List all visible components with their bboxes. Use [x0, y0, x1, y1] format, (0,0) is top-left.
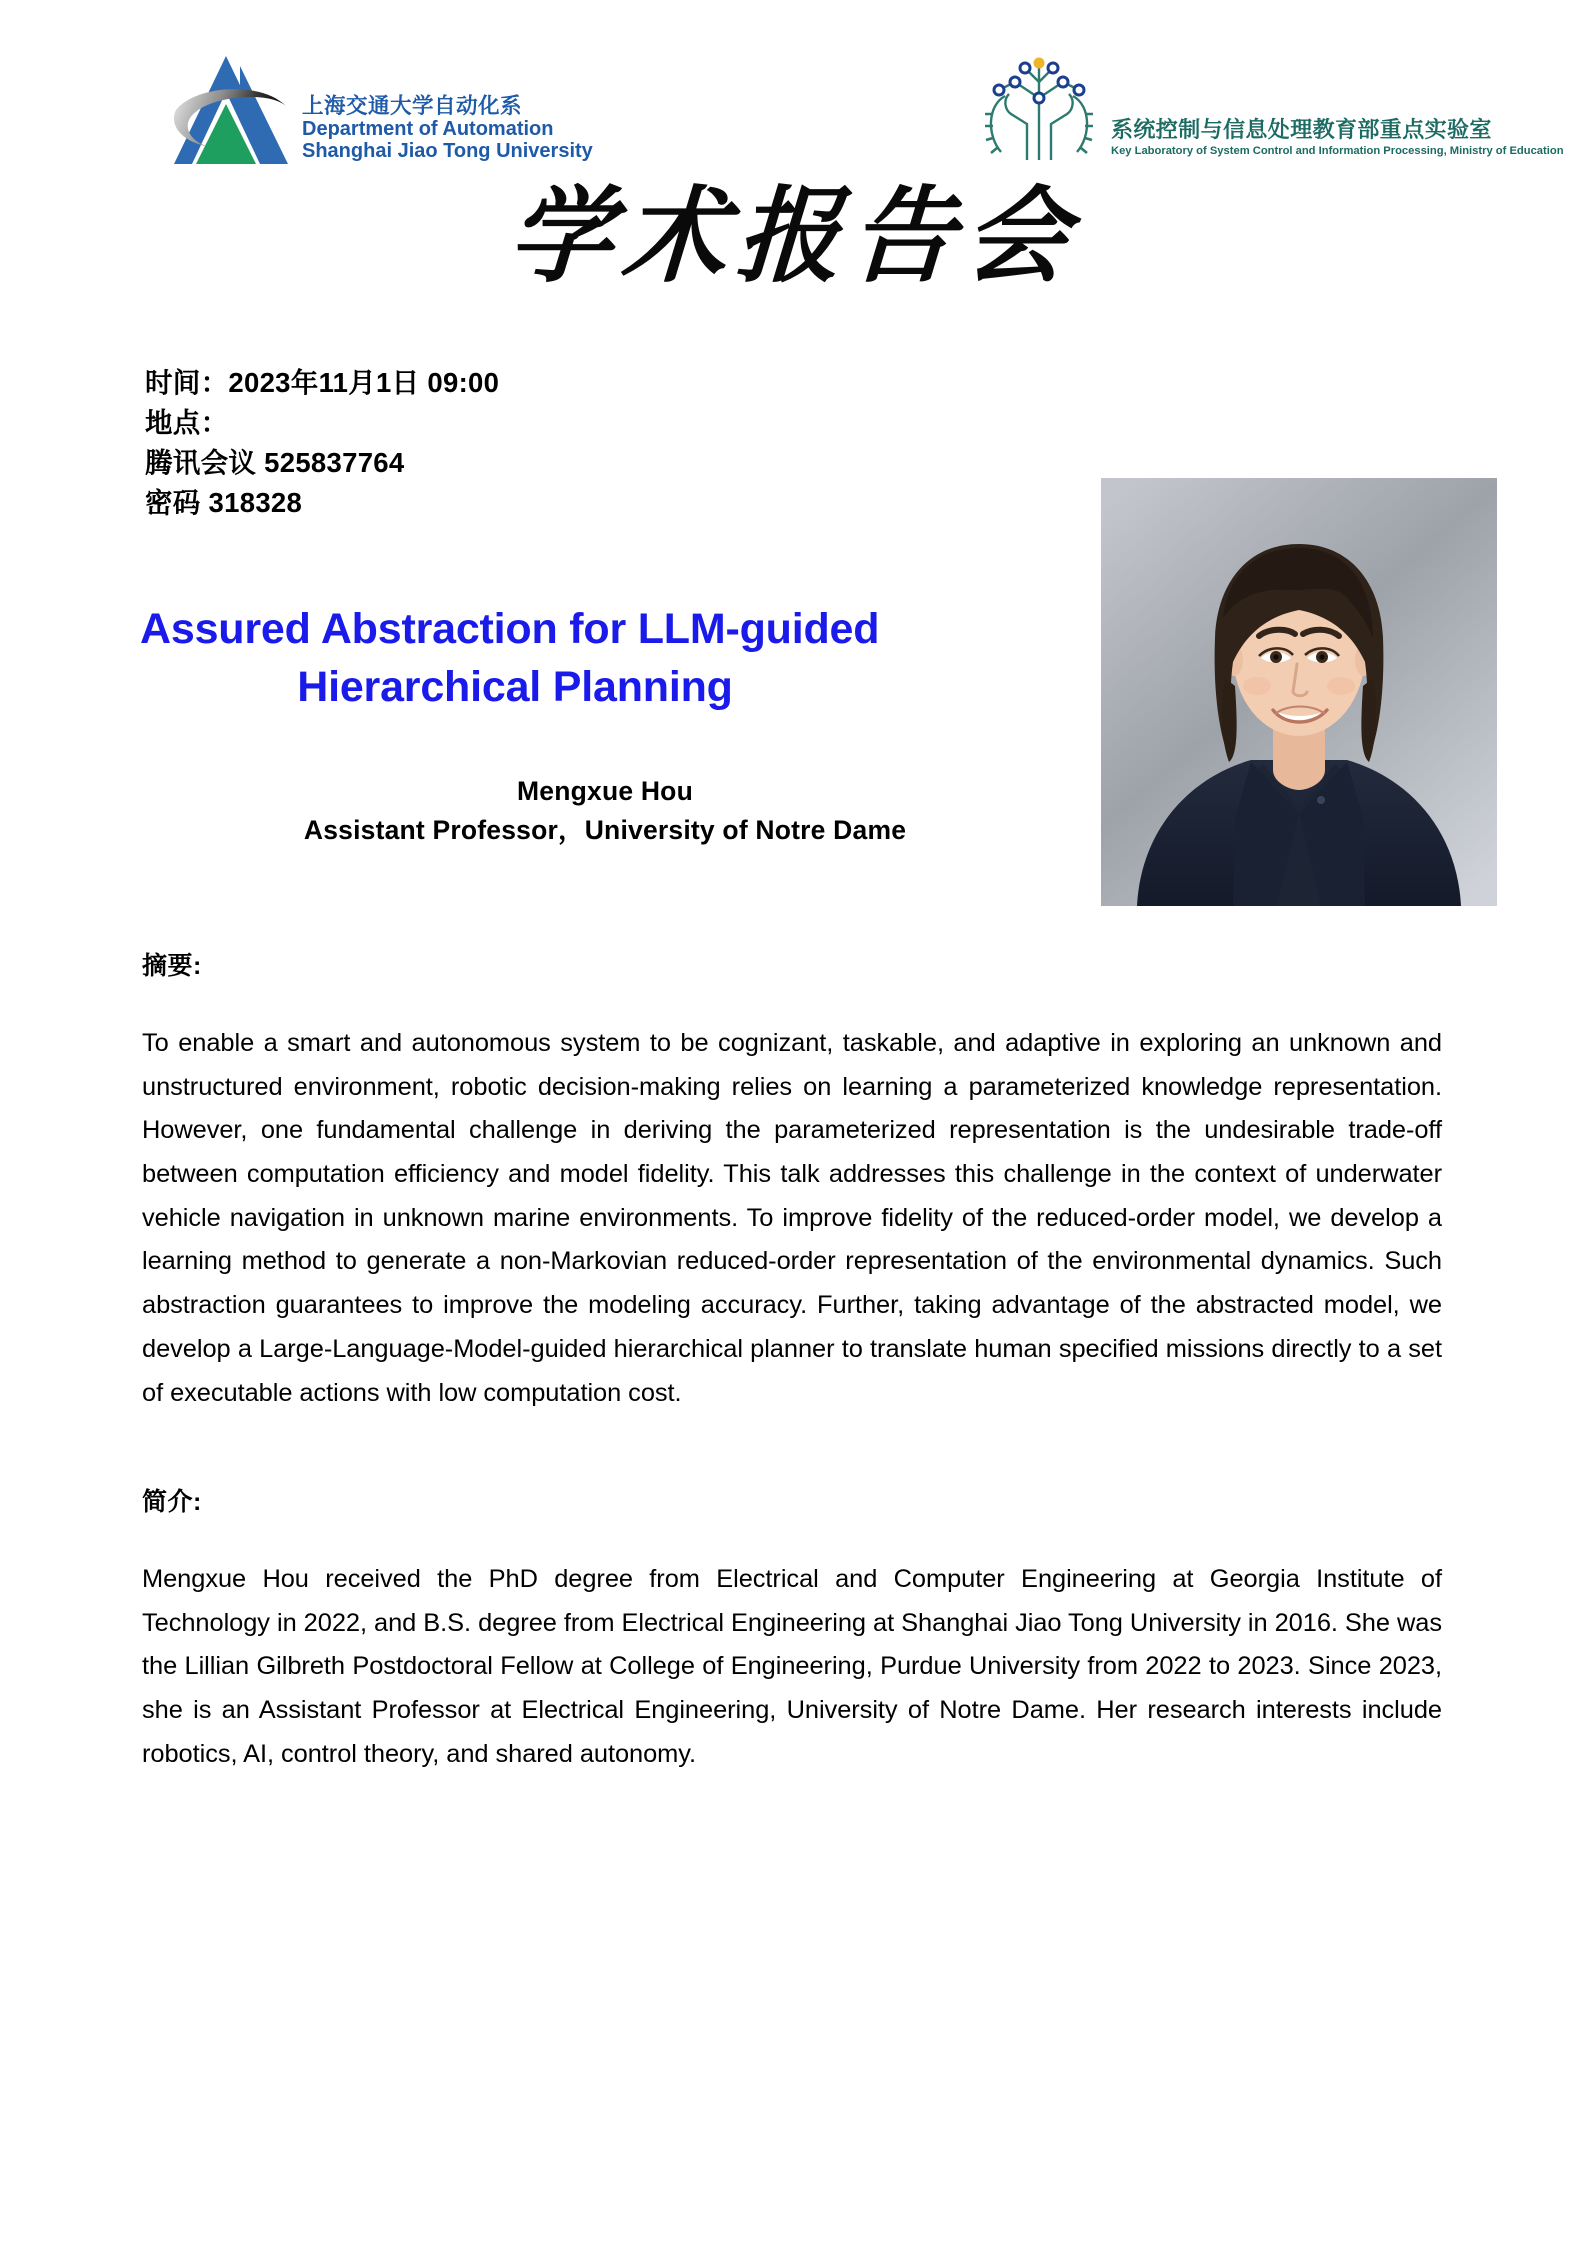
meeting-platform-id: 腾讯会议 525837764	[145, 447, 405, 478]
poster-calligraphy-title: 学术报告会	[505, 174, 1082, 297]
talk-title	[140, 600, 1070, 717]
abstract-text: To enable a smart and autonomous system to be cognizant, taskable, and adaptive in exploring an unknown and unstructured environment, robotic decision-making relies on learning a parameterized knowledge representation. However, one fundamental challenge in deriving the parameterized representation is the undesirable trade-off between computation efficiency and model fidelity. This talk addresses this challenge in the context of underwater vehicle navigation in unknown marine environments. To improve fidelity of the reduced-order model, we develop a learning method to generate a non-Markovian reduced-order representation of the environmental dynamics. Such abstraction guarantees to improve the modeling accuracy. Further, taking advantage of the abstracted model, we develop a Large-Language-Model-guided hierarchical planner to translate human specified missions directly to a set of executable actions with low computation cost.	[142, 1029, 1442, 1407]
speaker-portrait	[1101, 478, 1497, 906]
bio-label: 简介:	[142, 1488, 202, 1516]
talk-title-line2: Hierarchical Planning	[297, 663, 733, 712]
speaker-affiliation: Assistant Professor，University of Notre Dame	[303, 814, 907, 845]
meeting-info-block	[145, 363, 499, 523]
meeting-password: 密码 318328	[145, 487, 303, 518]
sjtu-logo-cn: 上海交通大学自动化系	[302, 93, 523, 118]
meeting-time: 时间：2023年11月1日 09:00	[145, 367, 500, 398]
sjtu-triangle-swoosh-icon	[168, 52, 296, 164]
sjtu-logo	[168, 52, 593, 164]
key-lab-logo	[975, 52, 1564, 162]
sjtu-logo-text	[302, 94, 593, 164]
meeting-place: 地点：	[145, 407, 229, 438]
key-lab-logo-cn: 系统控制与信息处理教育部重点实验室	[1111, 117, 1492, 143]
abstract-label: 摘要:	[142, 952, 202, 980]
sjtu-logo-en-line2: Shanghai Jiao Tong University	[302, 140, 593, 162]
poster-header	[0, 0, 1587, 185]
key-lab-logo-text	[1111, 117, 1564, 162]
speaker-block	[140, 772, 1070, 849]
gear-neural-tree-icon	[975, 52, 1103, 162]
bio-text: Mengxue Hou received the PhD degree from Electrical and Computer Engineering at Georgia Institute of Technology in 2022, and B.S. degree from Electrical Engineering at Shanghai Jiao Tong University in 2016. She was the Lillian Gilbreth Postdoctoral Fellow at College of Engineering, Purdue University from 2022 to 2023. Since 2023, she is an Assistant Professor at Electrical Engineering, University of Notre Dame. Her research interests include robotics, AI, control theory, and shared autonomy.	[142, 1565, 1442, 1768]
sjtu-logo-en-line1: Department of Automation	[302, 118, 554, 140]
speaker-name: Mengxue Hou	[517, 776, 693, 806]
key-lab-logo-en: Key Laboratory of System Control and Information Processing, Ministry of Education	[1111, 144, 1564, 157]
talk-title-line1: Assured Abstraction for LLM-guided	[140, 605, 880, 653]
